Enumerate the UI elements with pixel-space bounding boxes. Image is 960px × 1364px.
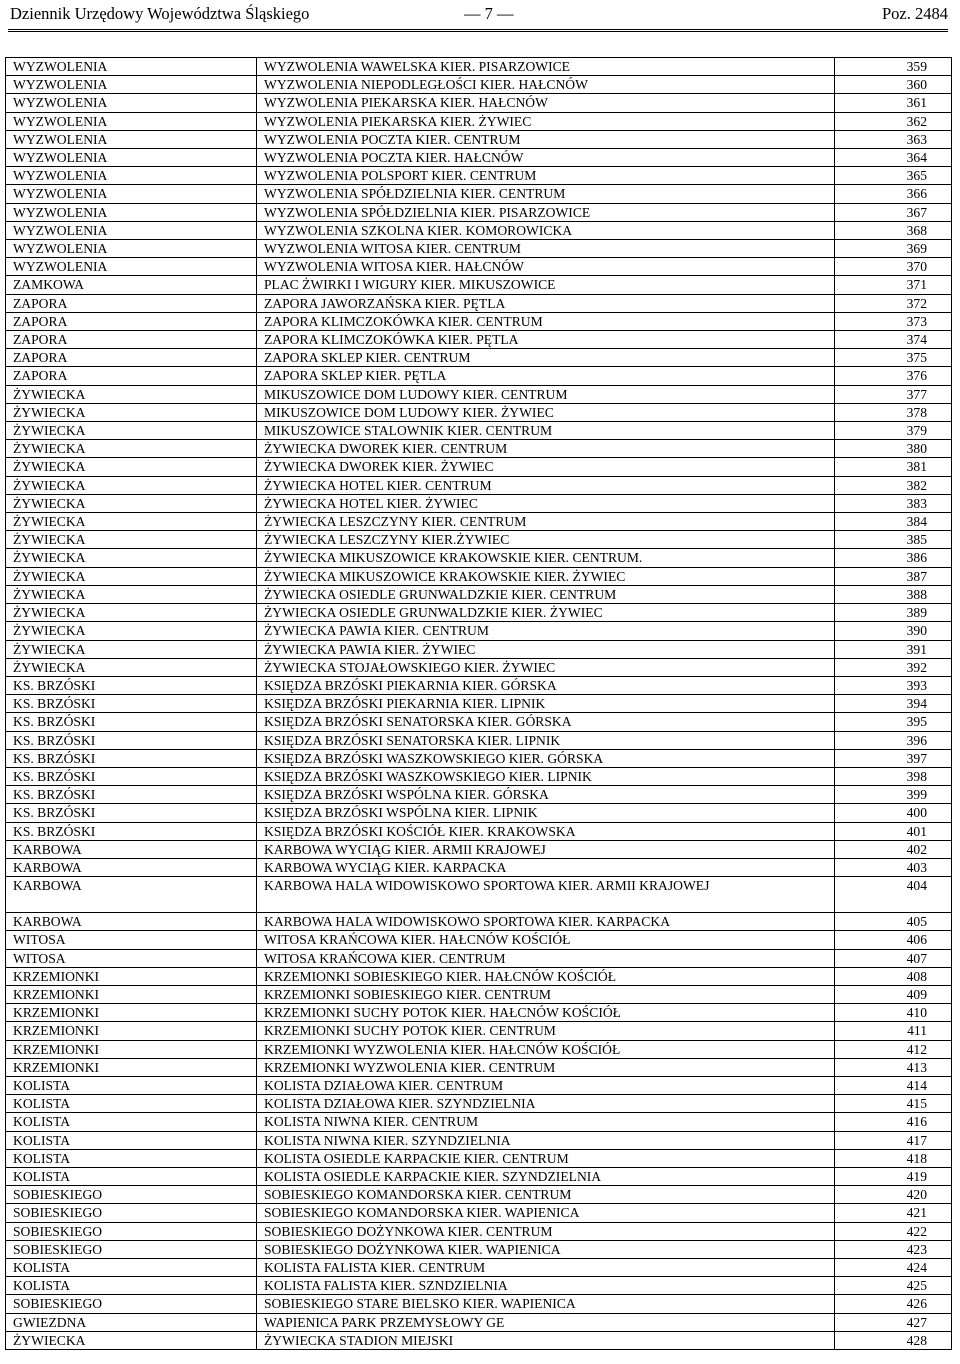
stop-number-cell: 398: [835, 767, 952, 785]
stop-number-cell: 422: [835, 1222, 952, 1240]
table-row: [6, 858, 952, 876]
table-row: [6, 786, 952, 804]
stop-name-cell: KOLISTA OSIEDLE KARPACKIE KIER. SZYNDZIELNIA: [257, 1167, 835, 1185]
table-row: [6, 367, 952, 385]
table-row: [6, 1040, 952, 1058]
table-row: [6, 1313, 952, 1331]
table-row: [6, 149, 952, 167]
stop-name-cell: WAPIENICA PARK PRZEMYSŁOWY GE: [257, 1313, 835, 1331]
street-cell: KS. BRZÓSKI: [6, 804, 257, 822]
table-row: [6, 385, 952, 403]
stop-name-cell: KRZEMIONKI SUCHY POTOK KIER. HAŁCNÓW KOŚCIÓŁ: [257, 1004, 835, 1022]
street-cell: WYZWOLENIA: [6, 130, 257, 148]
stop-number-cell: 377: [835, 385, 952, 403]
stop-number-cell: 394: [835, 695, 952, 713]
table-row: [6, 203, 952, 221]
stop-name-cell: KRZEMIONKI WYZWOLENIA KIER. HAŁCNÓW KOŚCIÓŁ: [257, 1040, 835, 1058]
stop-number-cell: 397: [835, 749, 952, 767]
stop-number-cell: 373: [835, 312, 952, 330]
street-cell: KS. BRZÓSKI: [6, 731, 257, 749]
stop-number-cell: 393: [835, 676, 952, 694]
stop-name-cell: ŻYWIECKA MIKUSZOWICE KRAKOWSKIE KIER. ŻYWIEC: [257, 567, 835, 585]
stop-number-cell: 388: [835, 585, 952, 603]
street-cell: KS. BRZÓSKI: [6, 749, 257, 767]
table-row: [6, 695, 952, 713]
table-row: [6, 1113, 952, 1131]
table-row: [6, 240, 952, 258]
table-row: [6, 985, 952, 1003]
street-cell: KRZEMIONKI: [6, 1058, 257, 1076]
stop-name-cell: WITOSA KRAŃCOWA KIER. CENTRUM: [257, 949, 835, 967]
street-cell: GWIEZDNA: [6, 1313, 257, 1331]
table-row: [6, 658, 952, 676]
street-cell: ŻYWIECKA: [6, 622, 257, 640]
stop-name-cell: WYZWOLENIA POCZTA KIER. CENTRUM: [257, 130, 835, 148]
stop-name-cell: KOLISTA NIWNA KIER. CENTRUM: [257, 1113, 835, 1131]
stop-number-cell: 370: [835, 258, 952, 276]
stop-number-cell: 375: [835, 349, 952, 367]
street-cell: ŻYWIECKA: [6, 658, 257, 676]
stop-number-cell: 401: [835, 822, 952, 840]
street-cell: SOBIESKIEGO: [6, 1186, 257, 1204]
street-cell: KS. BRZÓSKI: [6, 713, 257, 731]
stop-name-cell: KOLISTA DZIAŁOWA KIER. SZYNDZIELNIA: [257, 1095, 835, 1113]
stop-name-cell: WYZWOLENIA SPÓŁDZIELNIA KIER. PISARZOWICE: [257, 203, 835, 221]
table-row: [6, 749, 952, 767]
stop-name-cell: WITOSA KRAŃCOWA KIER. HAŁCNÓW KOŚCIÓŁ: [257, 931, 835, 949]
table-row: [6, 967, 952, 985]
street-cell: KRZEMIONKI: [6, 1022, 257, 1040]
stop-number-cell: 413: [835, 1058, 952, 1076]
table-row: [6, 1186, 952, 1204]
stop-number-cell: 412: [835, 1040, 952, 1058]
stop-name-cell: ŻYWIECKA OSIEDLE GRUNWALDZKIE KIER. ŻYWIEC: [257, 604, 835, 622]
journal-title: Dziennik Urzędowy Województwa Śląskiego: [10, 4, 310, 23]
stop-name-cell: SOBIESKIEGO KOMANDORSKA KIER. CENTRUM: [257, 1186, 835, 1204]
table-row: [6, 258, 952, 276]
stop-number-cell: 405: [835, 913, 952, 931]
stop-name-cell: ZAPORA KLIMCZOKÓWKA KIER. PĘTLA: [257, 331, 835, 349]
stop-number-cell: 415: [835, 1095, 952, 1113]
stop-name-cell: WYZWOLENIA POLSPORT KIER. CENTRUM: [257, 167, 835, 185]
stop-number-cell: 403: [835, 858, 952, 876]
stop-name-cell: WYZWOLENIA WITOSA KIER. HAŁCNÓW: [257, 258, 835, 276]
street-cell: KOLISTA: [6, 1131, 257, 1149]
street-cell: ŻYWIECKA: [6, 422, 257, 440]
stop-name-cell: SOBIESKIEGO STARE BIELSKO KIER. WAPIENICA: [257, 1295, 835, 1313]
street-cell: KARBOWA: [6, 913, 257, 931]
stop-number-cell: 366: [835, 185, 952, 203]
stop-name-cell: WYZWOLENIA SZKOLNA KIER. KOMOROWICKA: [257, 221, 835, 239]
table-row: [6, 167, 952, 185]
stop-number-cell: 395: [835, 713, 952, 731]
street-cell: KOLISTA: [6, 1259, 257, 1277]
street-cell: ŻYWIECKA: [6, 440, 257, 458]
stop-name-cell: KSIĘDZA BRZÓSKI KOŚCIÓŁ KIER. KRAKOWSKA: [257, 822, 835, 840]
stop-number-cell: 359: [835, 58, 952, 76]
table-row: [6, 567, 952, 585]
street-cell: WYZWOLENIA: [6, 167, 257, 185]
table-row: [6, 458, 952, 476]
stop-name-cell: WYZWOLENIA WITOSA KIER. CENTRUM: [257, 240, 835, 258]
table-row: [6, 476, 952, 494]
street-cell: KS. BRZÓSKI: [6, 786, 257, 804]
stop-number-cell: 383: [835, 494, 952, 512]
stop-name-cell: KSIĘDZA BRZÓSKI SENATORSKA KIER. GÓRSKA: [257, 713, 835, 731]
stop-name-cell: WYZWOLENIA POCZTA KIER. HAŁCNÓW: [257, 149, 835, 167]
street-cell: KOLISTA: [6, 1095, 257, 1113]
stop-name-cell: KRZEMIONKI SUCHY POTOK KIER. CENTRUM: [257, 1022, 835, 1040]
table-row: [6, 931, 952, 949]
table-row: [6, 349, 952, 367]
stop-number-cell: 406: [835, 931, 952, 949]
stop-name-cell: WYZWOLENIA SPÓŁDZIELNIA KIER. CENTRUM: [257, 185, 835, 203]
stop-name-cell: KSIĘDZA BRZÓSKI WASZKOWSKIEGO KIER. LIPNIK: [257, 767, 835, 785]
stop-name-cell: ŻYWIECKA OSIEDLE GRUNWALDZKIE KIER. CENTRUM: [257, 585, 835, 603]
stop-number-cell: 421: [835, 1204, 952, 1222]
stop-number-cell: 362: [835, 112, 952, 130]
street-cell: ŻYWIECKA: [6, 1331, 257, 1349]
stop-name-cell: KARBOWA HALA WIDOWISKOWO SPORTOWA KIER. ARMII KRAJOWEJ: [257, 877, 835, 913]
stop-number-cell: 378: [835, 403, 952, 421]
street-cell: KOLISTA: [6, 1167, 257, 1185]
street-cell: ŻYWIECKA: [6, 403, 257, 421]
stop-name-cell: ZAPORA KLIMCZOKÓWKA KIER. CENTRUM: [257, 312, 835, 330]
stop-name-cell: WYZWOLENIA NIEPODLEGŁOŚCI KIER. HAŁCNÓW: [257, 76, 835, 94]
stop-name-cell: ŻYWIECKA MIKUSZOWICE KRAKOWSKIE KIER. CENTRUM.: [257, 549, 835, 567]
table-row: [6, 1295, 952, 1313]
street-cell: KS. BRZÓSKI: [6, 767, 257, 785]
stop-name-cell: KARBOWA WYCIĄG KIER. KARPACKA: [257, 858, 835, 876]
street-cell: ŻYWIECKA: [6, 531, 257, 549]
stop-number-cell: 420: [835, 1186, 952, 1204]
table-row: [6, 1131, 952, 1149]
stop-number-cell: 396: [835, 731, 952, 749]
stop-number-cell: 387: [835, 567, 952, 585]
stop-number-cell: 400: [835, 804, 952, 822]
stop-name-cell: MIKUSZOWICE STALOWNIK KIER. CENTRUM: [257, 422, 835, 440]
table-row: [6, 531, 952, 549]
table-row: [6, 58, 952, 76]
table-row: [6, 1022, 952, 1040]
table-row: [6, 585, 952, 603]
stop-number-cell: 374: [835, 331, 952, 349]
table-row: [6, 676, 952, 694]
street-cell: KOLISTA: [6, 1149, 257, 1167]
street-cell: KARBOWA: [6, 840, 257, 858]
table-row: [6, 1058, 952, 1076]
stop-name-cell: KRZEMIONKI SOBIESKIEGO KIER. HAŁCNÓW KOŚCIÓŁ: [257, 967, 835, 985]
stop-number-cell: 427: [835, 1313, 952, 1331]
stop-name-cell: ŻYWIECKA PAWIA KIER. ŻYWIEC: [257, 640, 835, 658]
street-cell: KARBOWA: [6, 858, 257, 876]
table-row: [6, 767, 952, 785]
street-cell: KS. BRZÓSKI: [6, 676, 257, 694]
stop-number-cell: 372: [835, 294, 952, 312]
street-cell: WYZWOLENIA: [6, 76, 257, 94]
stop-number-cell: 369: [835, 240, 952, 258]
table-row: [6, 185, 952, 203]
stop-number-cell: 384: [835, 513, 952, 531]
stop-name-cell: KARBOWA WYCIĄG KIER. ARMII KRAJOWEJ: [257, 840, 835, 858]
stop-number-cell: 425: [835, 1277, 952, 1295]
stop-number-cell: 363: [835, 130, 952, 148]
street-cell: WYZWOLENIA: [6, 221, 257, 239]
street-cell: SOBIESKIEGO: [6, 1240, 257, 1258]
stop-number-cell: 376: [835, 367, 952, 385]
table-row: [6, 94, 952, 112]
stop-name-cell: MIKUSZOWICE DOM LUDOWY KIER. ŻYWIEC: [257, 403, 835, 421]
header-rule-top: [8, 29, 948, 30]
street-cell: WITOSA: [6, 949, 257, 967]
table-row: [6, 1259, 952, 1277]
stop-number-cell: 365: [835, 167, 952, 185]
stop-number-cell: 389: [835, 604, 952, 622]
street-cell: WYZWOLENIA: [6, 112, 257, 130]
stop-name-cell: ZAPORA SKLEP KIER. PĘTLA: [257, 367, 835, 385]
stop-name-cell: KSIĘDZA BRZÓSKI SENATORSKA KIER. LIPNIK: [257, 731, 835, 749]
stop-name-cell: KRZEMIONKI SOBIESKIEGO KIER. CENTRUM: [257, 985, 835, 1003]
stop-number-cell: 411: [835, 1022, 952, 1040]
street-cell: SOBIESKIEGO: [6, 1295, 257, 1313]
table-row: [6, 1149, 952, 1167]
stop-number-cell: 392: [835, 658, 952, 676]
table-row: [6, 221, 952, 239]
stop-number-cell: 402: [835, 840, 952, 858]
stop-name-cell: ŻYWIECKA HOTEL KIER. CENTRUM: [257, 476, 835, 494]
street-cell: ŻYWIECKA: [6, 567, 257, 585]
table-row: [6, 1204, 952, 1222]
stop-name-cell: SOBIESKIEGO DOŻYNKOWA KIER. WAPIENICA: [257, 1240, 835, 1258]
street-cell: WYZWOLENIA: [6, 258, 257, 276]
stop-number-cell: 364: [835, 149, 952, 167]
table-row: [6, 604, 952, 622]
table-row: [6, 713, 952, 731]
street-cell: KS. BRZÓSKI: [6, 822, 257, 840]
street-cell: WYZWOLENIA: [6, 185, 257, 203]
stop-name-cell: KSIĘDZA BRZÓSKI PIEKARNIA KIER. LIPNIK: [257, 695, 835, 713]
stop-name-cell: KOLISTA DZIAŁOWA KIER. CENTRUM: [257, 1076, 835, 1094]
table-row: [6, 312, 952, 330]
stop-name-cell: SOBIESKIEGO KOMANDORSKA KIER. WAPIENICA: [257, 1204, 835, 1222]
street-cell: SOBIESKIEGO: [6, 1204, 257, 1222]
stop-number-cell: 418: [835, 1149, 952, 1167]
stop-name-cell: KSIĘDZA BRZÓSKI PIEKARNIA KIER. GÓRSKA: [257, 676, 835, 694]
stop-name-cell: ŻYWIECKA LESZCZYNY KIER. CENTRUM: [257, 513, 835, 531]
street-cell: KOLISTA: [6, 1076, 257, 1094]
stop-name-cell: ZAPORA JAWORZAŃSKA KIER. PĘTLA: [257, 294, 835, 312]
street-cell: ŻYWIECKA: [6, 494, 257, 512]
table-row: [6, 804, 952, 822]
table-row: [6, 130, 952, 148]
street-cell: WITOSA: [6, 931, 257, 949]
stop-number-cell: 404: [835, 877, 952, 913]
street-cell: ŻYWIECKA: [6, 640, 257, 658]
stop-number-cell: 391: [835, 640, 952, 658]
table-row: [6, 949, 952, 967]
street-cell: ZAPORA: [6, 349, 257, 367]
stop-number-cell: 381: [835, 458, 952, 476]
street-cell: ŻYWIECKA: [6, 585, 257, 603]
street-cell: ZAPORA: [6, 294, 257, 312]
street-cell: ŻYWIECKA: [6, 604, 257, 622]
table-row: [6, 422, 952, 440]
table-row: [6, 494, 952, 512]
stop-number-cell: 368: [835, 221, 952, 239]
stop-name-cell: KOLISTA NIWNA KIER. SZYNDZIELNIA: [257, 1131, 835, 1149]
street-cell: WYZWOLENIA: [6, 240, 257, 258]
header-rule-bottom: [8, 31, 948, 32]
table-row: [6, 1076, 952, 1094]
stop-name-cell: KOLISTA OSIEDLE KARPACKIE KIER. CENTRUM: [257, 1149, 835, 1167]
stop-number-cell: 361: [835, 94, 952, 112]
stop-name-cell: KRZEMIONKI WYZWOLENIA KIER. CENTRUM: [257, 1058, 835, 1076]
stop-number-cell: 426: [835, 1295, 952, 1313]
stop-number-cell: 385: [835, 531, 952, 549]
street-cell: WYZWOLENIA: [6, 94, 257, 112]
stop-number-cell: 409: [835, 985, 952, 1003]
street-cell: KOLISTA: [6, 1113, 257, 1131]
street-cell: SOBIESKIEGO: [6, 1222, 257, 1240]
street-cell: KOLISTA: [6, 1277, 257, 1295]
stop-name-cell: MIKUSZOWICE DOM LUDOWY KIER. CENTRUM: [257, 385, 835, 403]
stop-name-cell: WYZWOLENIA PIEKARSKA KIER. ŻYWIEC: [257, 112, 835, 130]
street-cell: WYZWOLENIA: [6, 58, 257, 76]
table-row: [6, 822, 952, 840]
street-cell: KS. BRZÓSKI: [6, 695, 257, 713]
table-row: [6, 1004, 952, 1022]
stop-name-cell: ŻYWIECKA STOJAŁOWSKIEGO KIER. ŻYWIEC: [257, 658, 835, 676]
stop-name-cell: KARBOWA HALA WIDOWISKOWO SPORTOWA KIER. KARPACKA: [257, 913, 835, 931]
table-row: [6, 440, 952, 458]
street-cell: ZAMKOWA: [6, 276, 257, 294]
street-cell: ŻYWIECKA: [6, 513, 257, 531]
table-row: [6, 640, 952, 658]
stop-name-cell: SOBIESKIEGO DOŻYNKOWA KIER. CENTRUM: [257, 1222, 835, 1240]
street-cell: ZAPORA: [6, 331, 257, 349]
stops-table-body: [6, 58, 952, 1350]
street-cell: WYZWOLENIA: [6, 149, 257, 167]
stop-number-cell: 379: [835, 422, 952, 440]
table-row: [6, 1331, 952, 1349]
stop-name-cell: KSIĘDZA BRZÓSKI WASZKOWSKIEGO KIER. GÓRSKA: [257, 749, 835, 767]
table-row: [6, 913, 952, 931]
table-row: [6, 731, 952, 749]
stop-number-cell: 382: [835, 476, 952, 494]
stop-name-cell: ŻYWIECKA DWOREK KIER. ŻYWIEC: [257, 458, 835, 476]
street-cell: ZAPORA: [6, 312, 257, 330]
page-header: [8, 0, 948, 30]
stop-number-cell: 399: [835, 786, 952, 804]
stop-name-cell: KSIĘDZA BRZÓSKI WSPÓLNA KIER. GÓRSKA: [257, 786, 835, 804]
street-cell: WYZWOLENIA: [6, 203, 257, 221]
stop-name-cell: ŻYWIECKA STADION MIEJSKI: [257, 1331, 835, 1349]
street-cell: KRZEMIONKI: [6, 1004, 257, 1022]
stop-name-cell: KOLISTA FALISTA KIER. CENTRUM: [257, 1259, 835, 1277]
stops-table: [5, 57, 952, 1350]
table-row: [6, 331, 952, 349]
table-row: [6, 1240, 952, 1258]
table-row: [6, 1222, 952, 1240]
table-row: [6, 1167, 952, 1185]
street-cell: ŻYWIECKA: [6, 476, 257, 494]
table-row: [6, 622, 952, 640]
street-cell: ZAPORA: [6, 367, 257, 385]
stop-number-cell: 423: [835, 1240, 952, 1258]
stop-number-cell: 386: [835, 549, 952, 567]
stop-number-cell: 410: [835, 1004, 952, 1022]
stop-name-cell: KSIĘDZA BRZÓSKI WSPÓLNA KIER. LIPNIK: [257, 804, 835, 822]
stop-name-cell: ŻYWIECKA DWOREK KIER. CENTRUM: [257, 440, 835, 458]
street-cell: ŻYWIECKA: [6, 458, 257, 476]
stop-number-cell: 360: [835, 76, 952, 94]
street-cell: ŻYWIECKA: [6, 549, 257, 567]
stop-number-cell: 414: [835, 1076, 952, 1094]
position-number: Poz. 2484: [882, 4, 948, 23]
stop-name-cell: ZAPORA SKLEP KIER. CENTRUM: [257, 349, 835, 367]
table-row: [6, 294, 952, 312]
table-row: [6, 513, 952, 531]
table-row: [6, 112, 952, 130]
stop-number-cell: 408: [835, 967, 952, 985]
stop-name-cell: WYZWOLENIA PIEKARSKA KIER. HAŁCNÓW: [257, 94, 835, 112]
table-row: [6, 76, 952, 94]
street-cell: ŻYWIECKA: [6, 385, 257, 403]
stop-name-cell: ŻYWIECKA HOTEL KIER. ŻYWIEC: [257, 494, 835, 512]
table-row: [6, 1095, 952, 1113]
stop-number-cell: 428: [835, 1331, 952, 1349]
stop-number-cell: 380: [835, 440, 952, 458]
table-row: [6, 549, 952, 567]
stop-name-cell: KOLISTA FALISTA KIER. SZNDZIELNIA: [257, 1277, 835, 1295]
page-number: — 7 —: [464, 4, 514, 23]
stop-number-cell: 417: [835, 1131, 952, 1149]
stop-name-cell: ŻYWIECKA PAWIA KIER. CENTRUM: [257, 622, 835, 640]
table-row: [6, 840, 952, 858]
stop-number-cell: 424: [835, 1259, 952, 1277]
table-row: [6, 403, 952, 421]
stop-number-cell: 416: [835, 1113, 952, 1131]
street-cell: KARBOWA: [6, 877, 257, 913]
stop-number-cell: 367: [835, 203, 952, 221]
table-row: [6, 877, 952, 913]
stop-number-cell: 371: [835, 276, 952, 294]
stop-name-cell: WYZWOLENIA WAWELSKA KIER. PISARZOWICE: [257, 58, 835, 76]
stop-number-cell: 390: [835, 622, 952, 640]
street-cell: KRZEMIONKI: [6, 985, 257, 1003]
table-row: [6, 276, 952, 294]
street-cell: KRZEMIONKI: [6, 967, 257, 985]
stop-name-cell: PLAC ŻWIRKI I WIGURY KIER. MIKUSZOWICE: [257, 276, 835, 294]
table-row: [6, 1277, 952, 1295]
stop-number-cell: 419: [835, 1167, 952, 1185]
street-cell: KRZEMIONKI: [6, 1040, 257, 1058]
stop-number-cell: 407: [835, 949, 952, 967]
stop-name-cell: ŻYWIECKA LESZCZYNY KIER.ŻYWIEC: [257, 531, 835, 549]
